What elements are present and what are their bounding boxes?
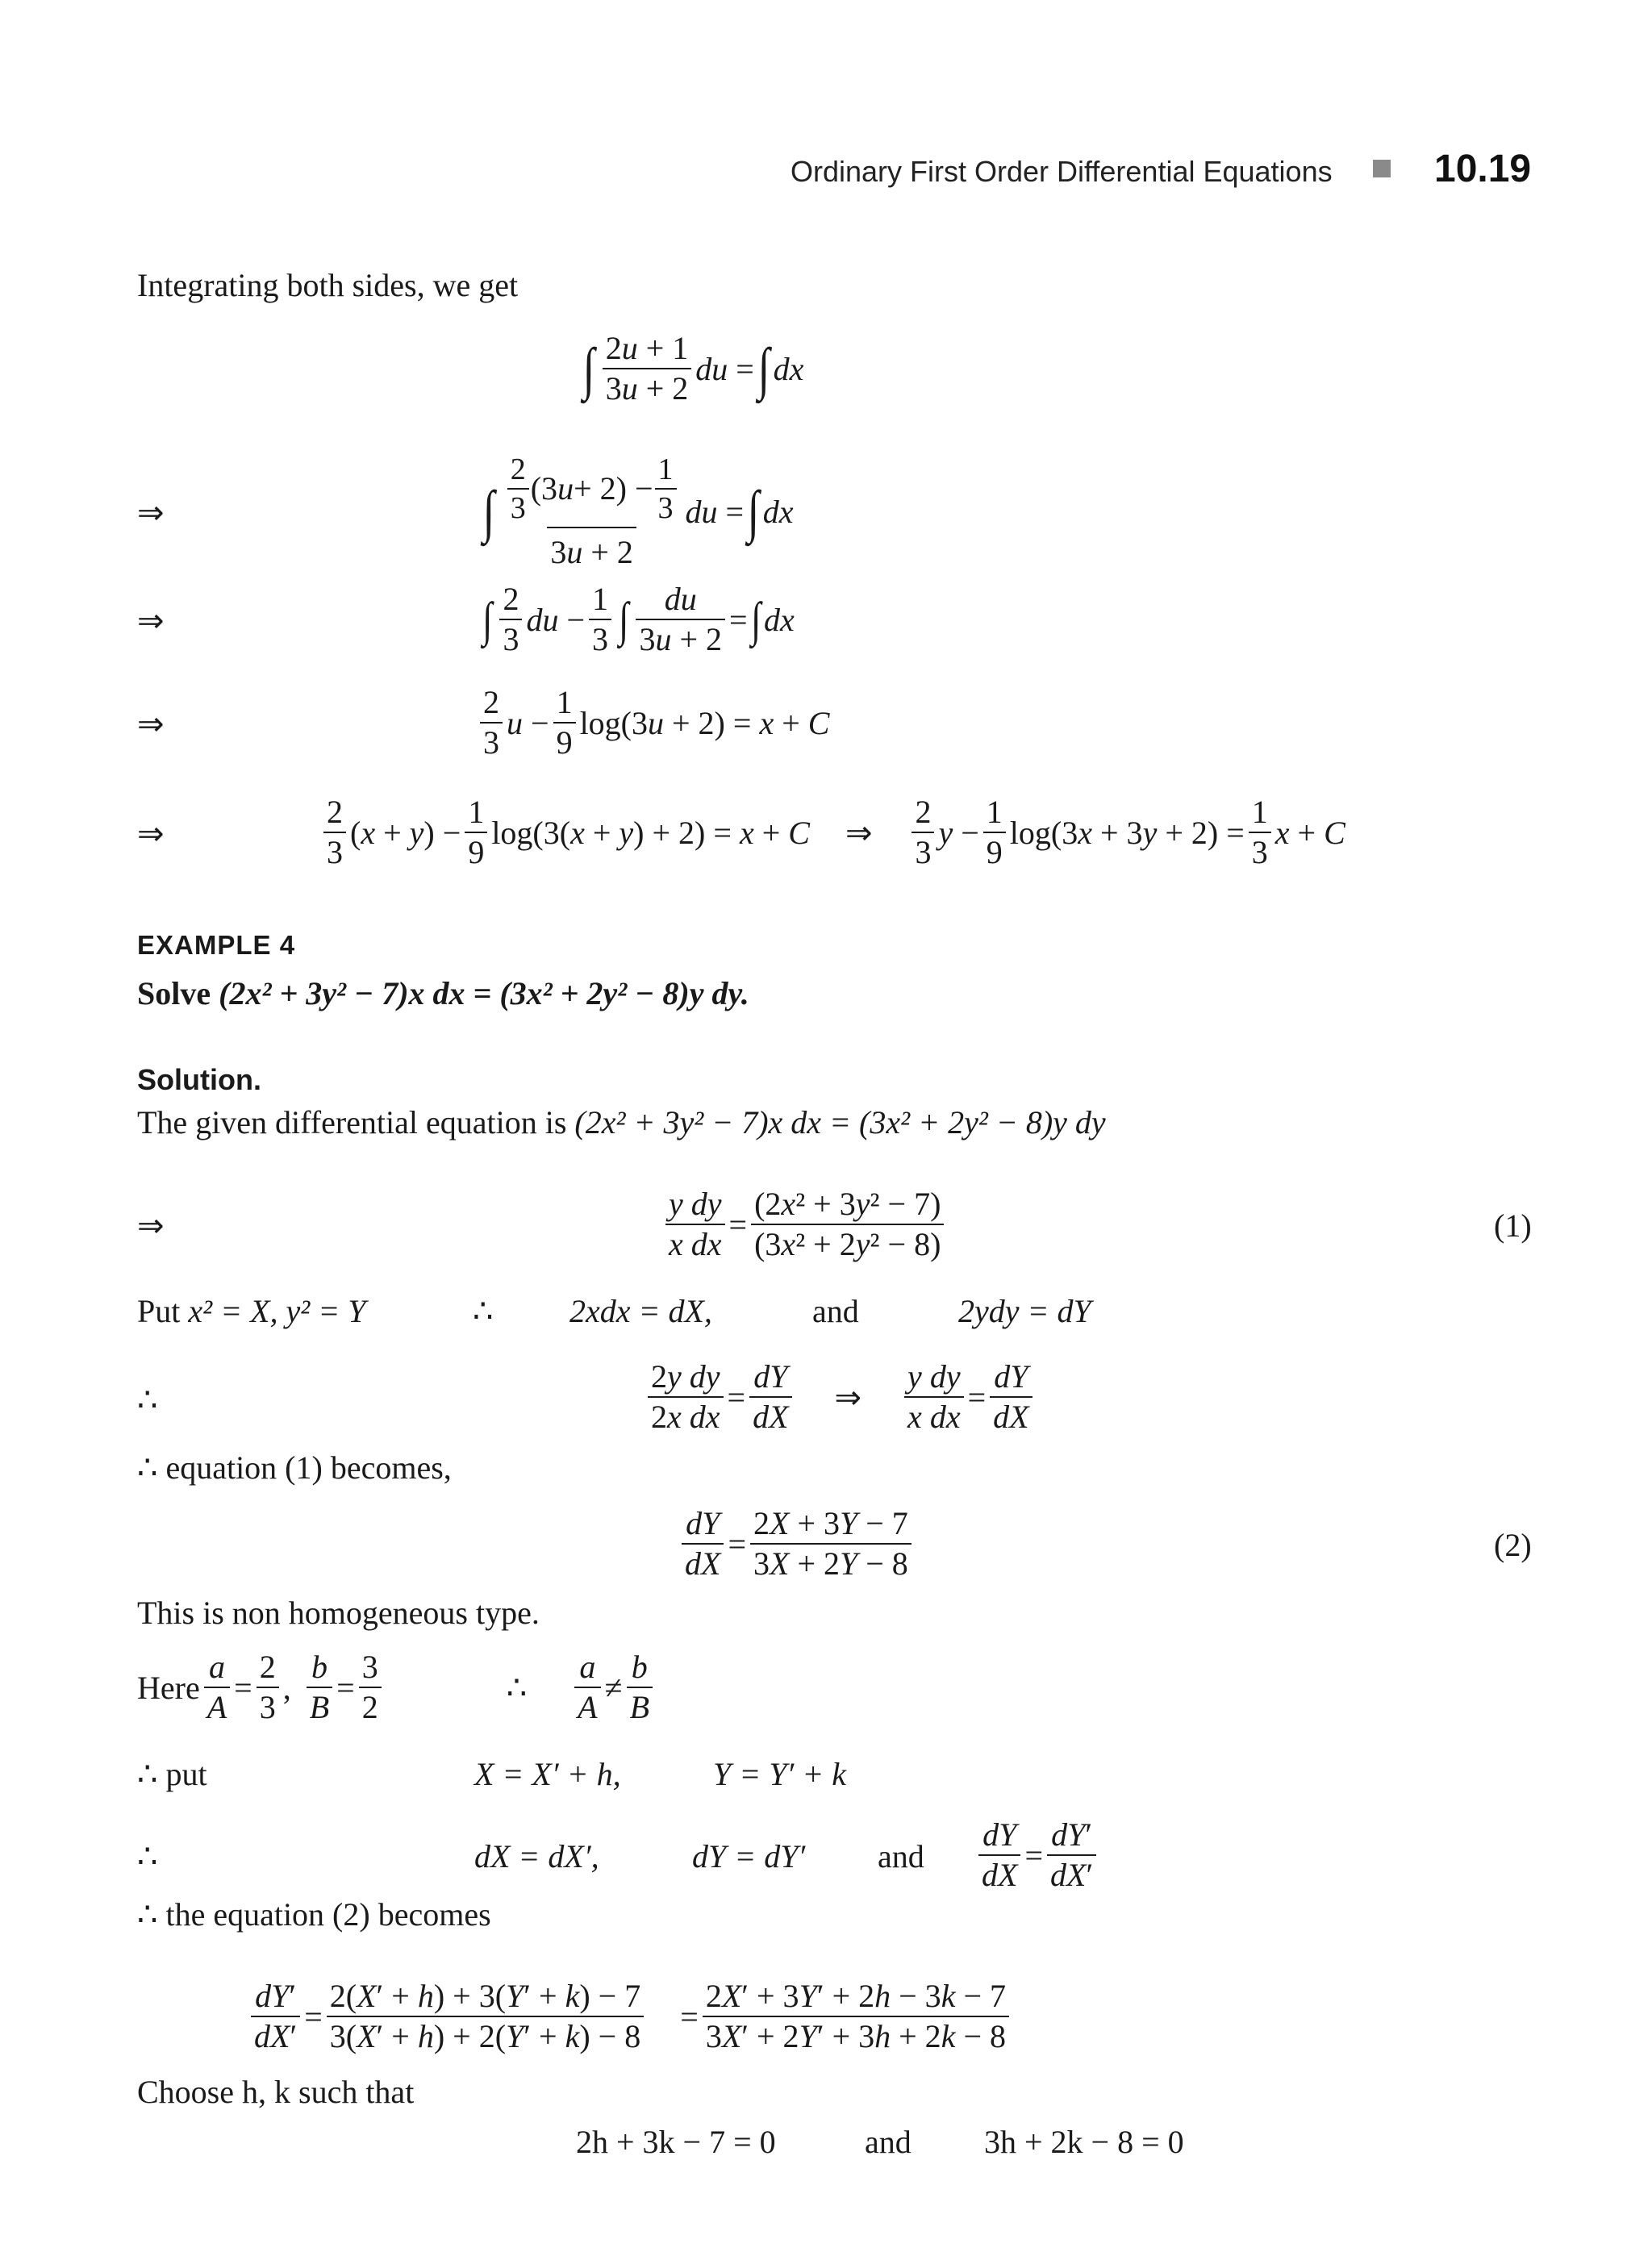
therefore-symbol: ∴: [506, 1669, 528, 1706]
solution-text: The given differential equation is: [137, 1104, 575, 1141]
put-dy: 2ydy = dY: [958, 1293, 1091, 1329]
eq1-becomes: ∴ equation (1) becomes,: [137, 1449, 452, 1486]
solution-math: (2x² + 3y² − 7)x dx = (3x² + 2y² − 8)y dy: [574, 1104, 1106, 1141]
fraction: $\frac{1}{9}$: [465, 796, 487, 869]
put-and: and: [812, 1293, 859, 1329]
intro-text: Integrating both sides, we get: [137, 267, 519, 303]
fraction: $\frac{1}{9}$: [983, 796, 1006, 869]
therefore-symbol: ∴: [137, 1382, 158, 1418]
put-line: [137, 1295, 366, 1328]
eq2-becomes: ∴ the equation (2) becomes: [137, 1896, 491, 1933]
put-word: ∴ put: [137, 1756, 207, 1792]
non-homogeneous-text: This is non homogeneous type.: [137, 1595, 540, 1631]
subst-Y: Y = Y′ + k: [713, 1756, 846, 1792]
fraction: $\frac{\text{y dy}}{\text{x dx}}$: [904, 1361, 964, 1433]
example-problem-prefix: Solve: [137, 975, 219, 1011]
condition-and: and: [865, 2124, 912, 2160]
solution-label: Solution.: [137, 1063, 261, 1096]
header-square-icon: [1373, 160, 1391, 177]
implies-symbol: ⇒: [845, 814, 873, 851]
fraction: $\frac{2}{3}$: [912, 796, 934, 869]
fraction: $\frac{\text{y dy}}{\text{x dx}}$: [665, 1188, 725, 1261]
implies-symbol: ⇒: [137, 1207, 165, 1244]
subst-X: X = X′ + h,: [474, 1756, 621, 1792]
fraction: $\frac{2}{3}$: [499, 583, 522, 656]
fraction: $\frac{2}{3}$: [257, 1651, 279, 1724]
fraction: $\frac{b}{B}$: [307, 1651, 332, 1724]
fraction: $\frac{dY'}{dX'}$: [251, 1980, 300, 2053]
fraction: $\frac{1}{3}$: [1249, 796, 1271, 869]
equation-tag-2: (2): [1494, 1527, 1532, 1563]
condition-2: 3h + 2k − 8 = 0: [984, 2124, 1184, 2160]
choose-hk: Choose h, k such that: [137, 2074, 415, 2110]
dY-equation: dY = dY′: [692, 1838, 806, 1874]
running-title: Ordinary First Order Differential Equations: [791, 155, 1333, 188]
implies-symbol: ⇒: [137, 603, 165, 639]
implies-symbol: ⇒: [137, 815, 165, 852]
example-problem-math: (2x² + 3y² − 7)x dx = (3x² + 2y² − 8)y dy.: [219, 975, 749, 1011]
fraction: $\frac{\text{(2x² + 3y² − 7)}}{\text{(3x² + 2y² − 8)}}$: [751, 1188, 944, 1261]
fraction: $\frac{\text{2y dy}}{\text{2x dx}}$: [648, 1361, 724, 1433]
fraction: $\frac{2}{3}$: [480, 686, 503, 759]
integral-sign: ∫: [750, 593, 761, 646]
fraction: $\frac{dY}{dX}$: [990, 1361, 1032, 1433]
fraction: $\frac{2}{3}$ (3 u + 2) − $\frac{1}{3}$ 3u + 2: [503, 454, 682, 569]
put-text: Put: [137, 1293, 189, 1329]
fraction: $\frac{a}{A}$: [204, 1651, 230, 1724]
page-number: 10.19: [1434, 148, 1532, 190]
fraction: $\frac{dY}{dX}$: [749, 1361, 791, 1433]
put-math: x² = X, y² = Y: [188, 1293, 366, 1329]
integral-sign: ∫: [482, 479, 495, 544]
implies-symbol: ⇒: [137, 494, 165, 531]
therefore-symbol: ∴: [473, 1293, 494, 1329]
here-text: Here: [137, 1669, 200, 1706]
implies-symbol: ⇒: [834, 1378, 862, 1416]
and-word: and: [878, 1838, 924, 1874]
fraction: $\frac{b}{B}$: [627, 1651, 653, 1724]
fraction: $\frac{2X + 3Y - 7}{3X + 2Y - 8}$: [750, 1507, 912, 1580]
therefore-symbol: ∴: [137, 1838, 158, 1874]
example-problem: [137, 975, 749, 1011]
solution-line-1: [137, 1104, 1106, 1141]
fraction: $\frac{2}{3}$: [323, 796, 346, 869]
integral-sign: ∫: [619, 593, 629, 646]
dX-equation: dX = dX′,: [474, 1838, 599, 1874]
integral-sign: ∫: [747, 479, 760, 544]
equation-tag-1: (1): [1494, 1207, 1532, 1244]
example-label: EXAMPLE 4: [137, 930, 296, 960]
fraction: $\frac{2(X' + h) + 3(Y' + k) - 7}{3(X' + h) + 2(Y' + k) - 8}$: [327, 1980, 645, 2053]
integral-sign: ∫: [757, 336, 770, 401]
integral-sign: ∫: [482, 593, 493, 646]
fraction: $\frac{1}{9}$: [553, 686, 576, 759]
fraction: $\frac{dY}{dX}$: [978, 1819, 1020, 1891]
fraction: $\frac{2u + 1}{3u + 2}$: [603, 332, 692, 405]
fraction: $\frac{2X' + 3Y' + 2h - 3k - 7}{3X' + 2Y' + 3h + 2k - 8}$: [703, 1980, 1009, 2053]
integral-sign: ∫: [582, 336, 595, 401]
put-dx: 2xdx = dX,: [569, 1293, 712, 1329]
fraction: $\frac{dY}{dX}$: [682, 1507, 724, 1580]
fraction: $\frac{1}{3}$: [589, 583, 611, 656]
fraction: $\frac{a}{A}$: [574, 1651, 600, 1724]
implies-symbol: ⇒: [137, 706, 165, 742]
condition-1: 2h + 3k − 7 = 0: [576, 2124, 776, 2160]
fraction: $\frac{du}{3u + 2}$: [636, 583, 725, 656]
fraction: $\frac{3}{2}$: [359, 1651, 382, 1724]
fraction: $\frac{dY'}{dX'}$: [1047, 1819, 1096, 1891]
